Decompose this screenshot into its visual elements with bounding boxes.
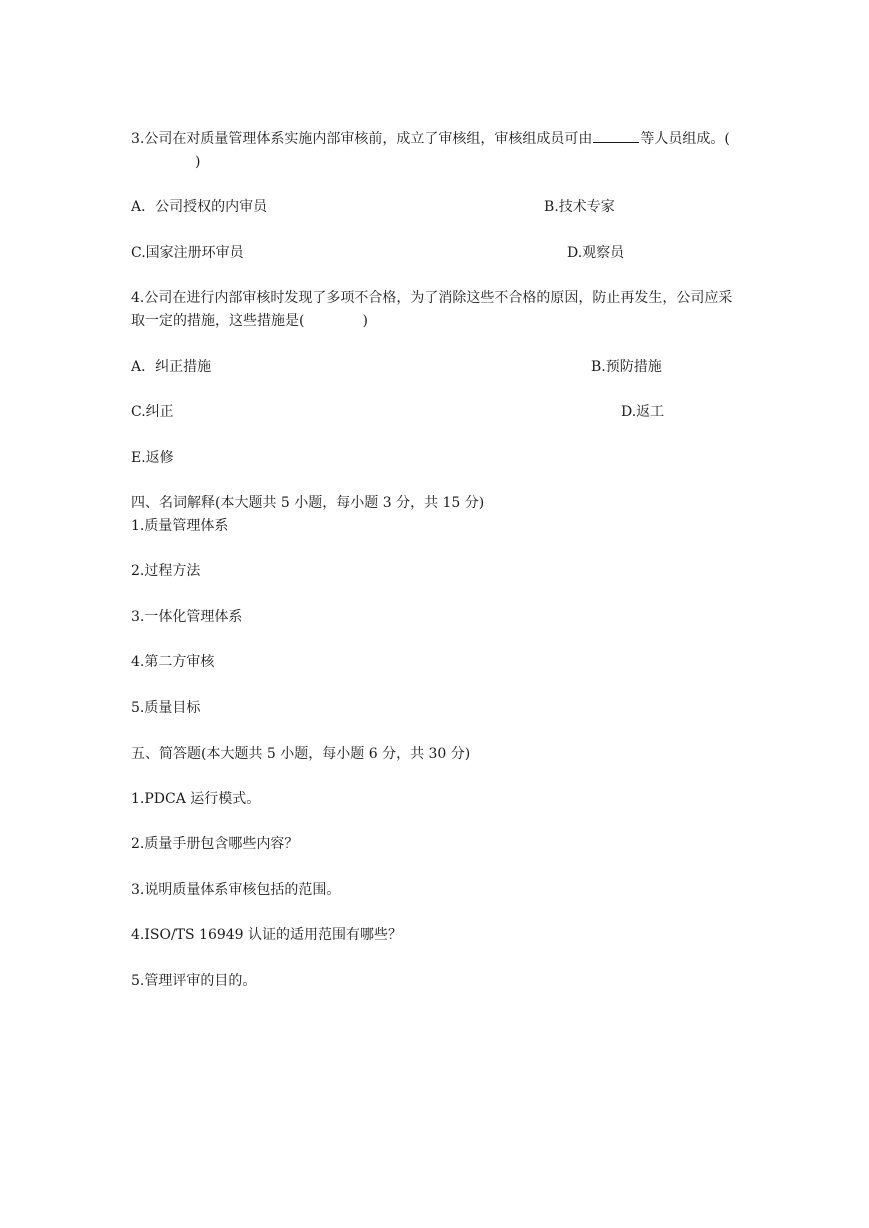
question-4-option-c: C.纠正 (131, 404, 174, 420)
question-3-text-after-blank: 等人员组成。( (640, 131, 730, 147)
section-5-item: 2.质量手册包含哪些内容？ (131, 836, 299, 852)
section-4-item: 2.过程方法 (131, 563, 201, 579)
question-4-option-e: E.返修 (131, 450, 174, 466)
question-4-option-d: D.返工 (621, 404, 665, 420)
question-4-stem (131, 287, 741, 333)
section-4-item: 1.质量管理体系 (131, 518, 229, 534)
section-4-title: 四、名词解释(本大题共 5 小题，每小题 3 分，共 15 分) (131, 495, 485, 511)
question-4-text: 4.公司在进行内部审核时发现了多项不合格，为了消除这些不合格的原因，防止再发生，公司应采取一定的措施，这些措施是( (131, 290, 733, 329)
section-4-item: 4.第二方审核 (131, 654, 215, 670)
section-4-item: 5.质量目标 (131, 700, 201, 716)
section-5-item: 5.管理评审的目的。 (131, 973, 257, 989)
question-3-option-b: B.技术专家 (544, 199, 615, 215)
question-3-option-c: C.国家注册环审员 (131, 245, 244, 261)
section-4-item: 3.一体化管理体系 (131, 609, 243, 625)
question-3-text-before-blank: 3.公司在对质量管理体系实施内部审核前，成立了审核组，审核组成员可由 (131, 131, 593, 147)
section-5-item: 1.PDCA 运行模式。 (131, 791, 261, 807)
question-3-paren-close: ) (195, 154, 201, 170)
question-3-stem (131, 128, 741, 174)
answer-blank (593, 128, 639, 143)
section-5-title: 五、简答题(本大题共 5 小题，每小题 6 分，共 30 分) (131, 746, 471, 762)
question-4-paren-close: ) (362, 313, 368, 329)
section-5-item: 3.说明质量体系审核包括的范围。 (131, 882, 341, 898)
section-5-item: 4.ISO/TS 16949 认证的适用范围有哪些？ (131, 927, 403, 943)
question-4-option-b: B.预防措施 (591, 359, 662, 375)
question-3-option-a: A．公司授权的内审员 (131, 199, 268, 215)
question-4-option-a: A．纠正措施 (131, 359, 212, 375)
question-3-option-d: D.观察员 (567, 245, 625, 261)
